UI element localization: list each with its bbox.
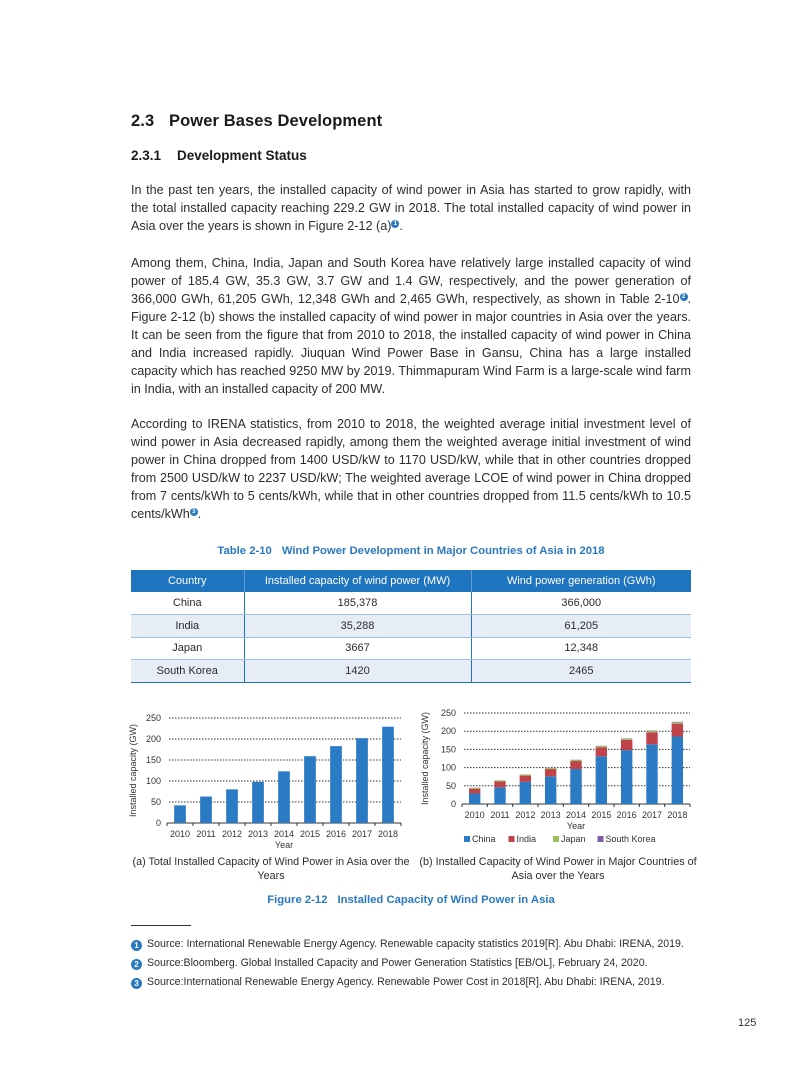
paragraph-3: According to IRENA statistics, from 2010 to 2018, the weighted average initial investment level of wind power in Asia decreased rapidly, among them the weighted average initial investment of wind power in China dropped from 1400 USD/kW to 1170 USD/kW, while that in other countries dropped from 2500 USD/kW to 2237 USD/kW; The weighted average LCOE of wind power in China dropped from 7 cents/kWh to 5 cents/kWh, while that in other countries dropped from 11.5 cents/kWh to 10.5 cents/kWh 3 . xyxy=(131,417,691,521)
y-tick-label: 0 xyxy=(450,799,456,809)
bar-china xyxy=(520,782,531,804)
bar-india xyxy=(520,776,531,782)
bar-china xyxy=(646,744,657,804)
legend-label: China xyxy=(472,834,496,844)
bar-japan xyxy=(570,760,581,761)
legend-swatch-icon xyxy=(553,836,559,842)
y-axis-label: Installed capacity (GW) xyxy=(128,723,138,818)
chart-b-plot xyxy=(420,705,695,855)
figure-caption xyxy=(131,894,691,906)
bar xyxy=(304,756,316,823)
x-tick-label: 2010 xyxy=(464,810,485,820)
bar xyxy=(252,782,264,823)
x-tick-label: 2018 xyxy=(667,810,688,820)
y-tick-label: 200 xyxy=(440,726,456,737)
bar-china xyxy=(596,756,607,804)
bar-india xyxy=(621,740,632,750)
footnote-ref-1[interactable]: 1 xyxy=(391,220,399,228)
y-tick-label: 0 xyxy=(155,818,161,828)
x-tick-label: 2017 xyxy=(641,810,663,820)
footnote-marker-icon: 1 xyxy=(131,940,142,951)
legend-label: South Korea xyxy=(605,834,656,844)
bar-india xyxy=(494,781,505,787)
y-tick-label: 100 xyxy=(145,776,161,786)
table-row xyxy=(131,660,691,683)
section-heading xyxy=(131,112,382,131)
paragraph-1: In the past ten years, the installed capacity of wind power in Asia has started to grow rapidly, with the total installed capacity reaching 229.2 GW in 2018. The total installed capacity of wind power in Asia over the years is shown in Figure 2-12 (a) 1 . xyxy=(131,183,691,233)
bar-india xyxy=(672,724,683,737)
cell-capacity: 3667 xyxy=(244,637,471,660)
x-tick-label: 2017 xyxy=(351,829,373,839)
x-tick-label: 2012 xyxy=(515,810,536,820)
bar-japan xyxy=(646,731,657,732)
y-tick-label: 250 xyxy=(145,713,161,723)
x-tick-label: 2018 xyxy=(377,829,399,839)
bar-japan xyxy=(520,775,531,776)
chart-country-capacity xyxy=(420,705,695,855)
section-number: 2.3 xyxy=(131,112,155,130)
y-tick-label: 50 xyxy=(445,780,456,791)
y-tick-label: 250 xyxy=(440,708,456,718)
x-tick-label: 2014 xyxy=(565,810,587,820)
cell-capacity: 1420 xyxy=(244,660,471,683)
bar xyxy=(278,771,290,823)
x-tick-label: 2013 xyxy=(247,829,269,839)
table-row xyxy=(131,615,691,638)
y-tick-label: 50 xyxy=(150,797,161,807)
header-country: Country xyxy=(131,570,244,592)
y-tick-label: 200 xyxy=(145,734,161,744)
paragraph-2: Among them, China, India, Japan and South Korea have relatively large installed capacity of wind power of 185.4 GW, 35.3 GW, 3.7 GW and 1.4 GW, respectively, and the power generation of 366,000 GWh, 61,205 GWh, 12,348 GWh and 2,465 GWh, respectively, as shown in Table 2-10 2 . Figure 2-12 (b) shows the installed capacity of wind power in major countries in Asia over the years. It can be seen from the figure that from 2010 to 2018, the installed capacity of wind power in China and India increased rapidly. Jiuquan Wind Power Base in Gansu, China has a large installed capacity which has reached 9250 MW by 2019. Thimmapuram Wind Farm is a large-scale wind farm in India, with an installed capacity of 200 MW. xyxy=(131,256,691,396)
header-generation: Wind power generation (GWh) xyxy=(471,570,691,592)
bar xyxy=(200,797,212,823)
bar xyxy=(226,789,238,823)
table-number: Table 2-10 xyxy=(217,545,272,557)
cell-generation: 366,000 xyxy=(471,592,691,615)
bar xyxy=(356,738,368,823)
bar-china xyxy=(672,737,683,804)
bar-china xyxy=(545,776,556,804)
figure-title: Installed Capacity of Wind Power in Asia xyxy=(337,894,555,906)
bar xyxy=(330,746,342,823)
bar-south-korea xyxy=(672,722,683,723)
cell-generation: 12,348 xyxy=(471,637,691,660)
table-row xyxy=(131,637,691,660)
footnote-1: 1 Source: International Renewable Energy Agency. Renewable capacity statistics 2019[R]. Abu Dhabi: IRENA, 2019. xyxy=(131,935,701,954)
cell-country: Japan xyxy=(131,637,244,660)
legend-label: India xyxy=(516,834,537,844)
bar-india xyxy=(570,761,581,769)
bar-india xyxy=(596,747,607,756)
figure-number: Figure 2-12 xyxy=(267,894,328,906)
footnote-3: 3 Source:International Renewable Energy Agency. Renewable Power Cost in 2018[R]. Abu Dhabi: IRENA, 2019. xyxy=(131,973,701,992)
bar-japan xyxy=(494,781,505,782)
bar-india xyxy=(646,732,657,744)
cell-country: China xyxy=(131,592,244,615)
x-tick-label: 2011 xyxy=(196,829,216,839)
table-caption xyxy=(131,545,691,557)
subcaption-b: (b) Installed Capacity of Wind Power in Major Countries of Asia over the Years xyxy=(419,856,697,882)
cell-country: India xyxy=(131,615,244,638)
bar-india xyxy=(545,769,556,776)
bar-japan xyxy=(672,722,683,723)
bar xyxy=(174,805,186,823)
cell-capacity: 185,378 xyxy=(244,592,471,615)
x-tick-label: 2016 xyxy=(616,810,637,820)
x-tick-label: 2012 xyxy=(221,829,243,839)
subsection-heading xyxy=(131,148,307,163)
table-header-row xyxy=(131,570,691,592)
table-title: Wind Power Development in Major Countries of Asia in 2018 xyxy=(281,545,605,557)
x-axis-label: Year xyxy=(274,840,294,850)
subsection-title: Development Status xyxy=(177,148,307,163)
x-tick-label: 2014 xyxy=(273,829,295,839)
subsection-number: 2.3.1 xyxy=(131,148,162,163)
section-title: Power Bases Development xyxy=(169,112,383,130)
chart-a-plot xyxy=(127,705,407,855)
subcaption-a: (a) Total Installed Capacity of Wind Power in Asia over the Years xyxy=(132,856,410,882)
legend-swatch-icon xyxy=(598,836,604,842)
legend-swatch-icon xyxy=(509,836,515,842)
footnote-ref-2[interactable]: 2 xyxy=(680,293,688,301)
table-row xyxy=(131,592,691,615)
y-tick-label: 100 xyxy=(440,762,456,773)
wind-power-table xyxy=(131,570,691,683)
x-tick-label: 2013 xyxy=(540,810,561,820)
footnotes xyxy=(131,935,701,992)
footnote-2: 2 Source:Bloomberg. Global Installed Capacity and Power Generation Statistics [EB/OL], February 24, 2020. xyxy=(131,954,701,973)
bar-japan xyxy=(596,746,607,747)
legend-label: Japan xyxy=(561,834,586,844)
page-number: 125 xyxy=(738,1017,757,1029)
bar-india xyxy=(469,789,480,794)
bar-japan xyxy=(621,739,632,740)
cell-capacity: 35,288 xyxy=(244,615,471,638)
header-capacity: Installed capacity of wind power (MW) xyxy=(244,570,471,592)
bar-china xyxy=(621,750,632,804)
y-tick-label: 150 xyxy=(145,755,161,765)
cell-generation: 2465 xyxy=(471,660,691,683)
x-tick-label: 2011 xyxy=(490,810,510,820)
bar-china xyxy=(494,787,505,804)
footnote-marker-icon: 3 xyxy=(131,978,142,989)
chart-total-capacity xyxy=(127,705,407,855)
cell-country: South Korea xyxy=(131,660,244,683)
bar-japan xyxy=(469,788,480,789)
footnote-marker-icon: 2 xyxy=(131,959,142,970)
y-tick-label: 150 xyxy=(440,744,456,755)
bar xyxy=(382,727,394,823)
legend-swatch-icon xyxy=(464,836,470,842)
x-tick-label: 2010 xyxy=(169,829,191,839)
x-tick-label: 2016 xyxy=(325,829,347,839)
bar-japan xyxy=(545,768,556,769)
x-axis-label: Year xyxy=(566,821,586,831)
footnote-ref-3[interactable]: 3 xyxy=(190,508,198,516)
x-tick-label: 2015 xyxy=(299,829,321,839)
bar-china xyxy=(570,769,581,804)
bar-china xyxy=(469,793,480,804)
cell-generation: 61,205 xyxy=(471,615,691,638)
y-axis-label: Installed capacity (GW) xyxy=(420,711,430,806)
footnote-divider xyxy=(131,925,191,926)
x-tick-label: 2015 xyxy=(591,810,612,820)
